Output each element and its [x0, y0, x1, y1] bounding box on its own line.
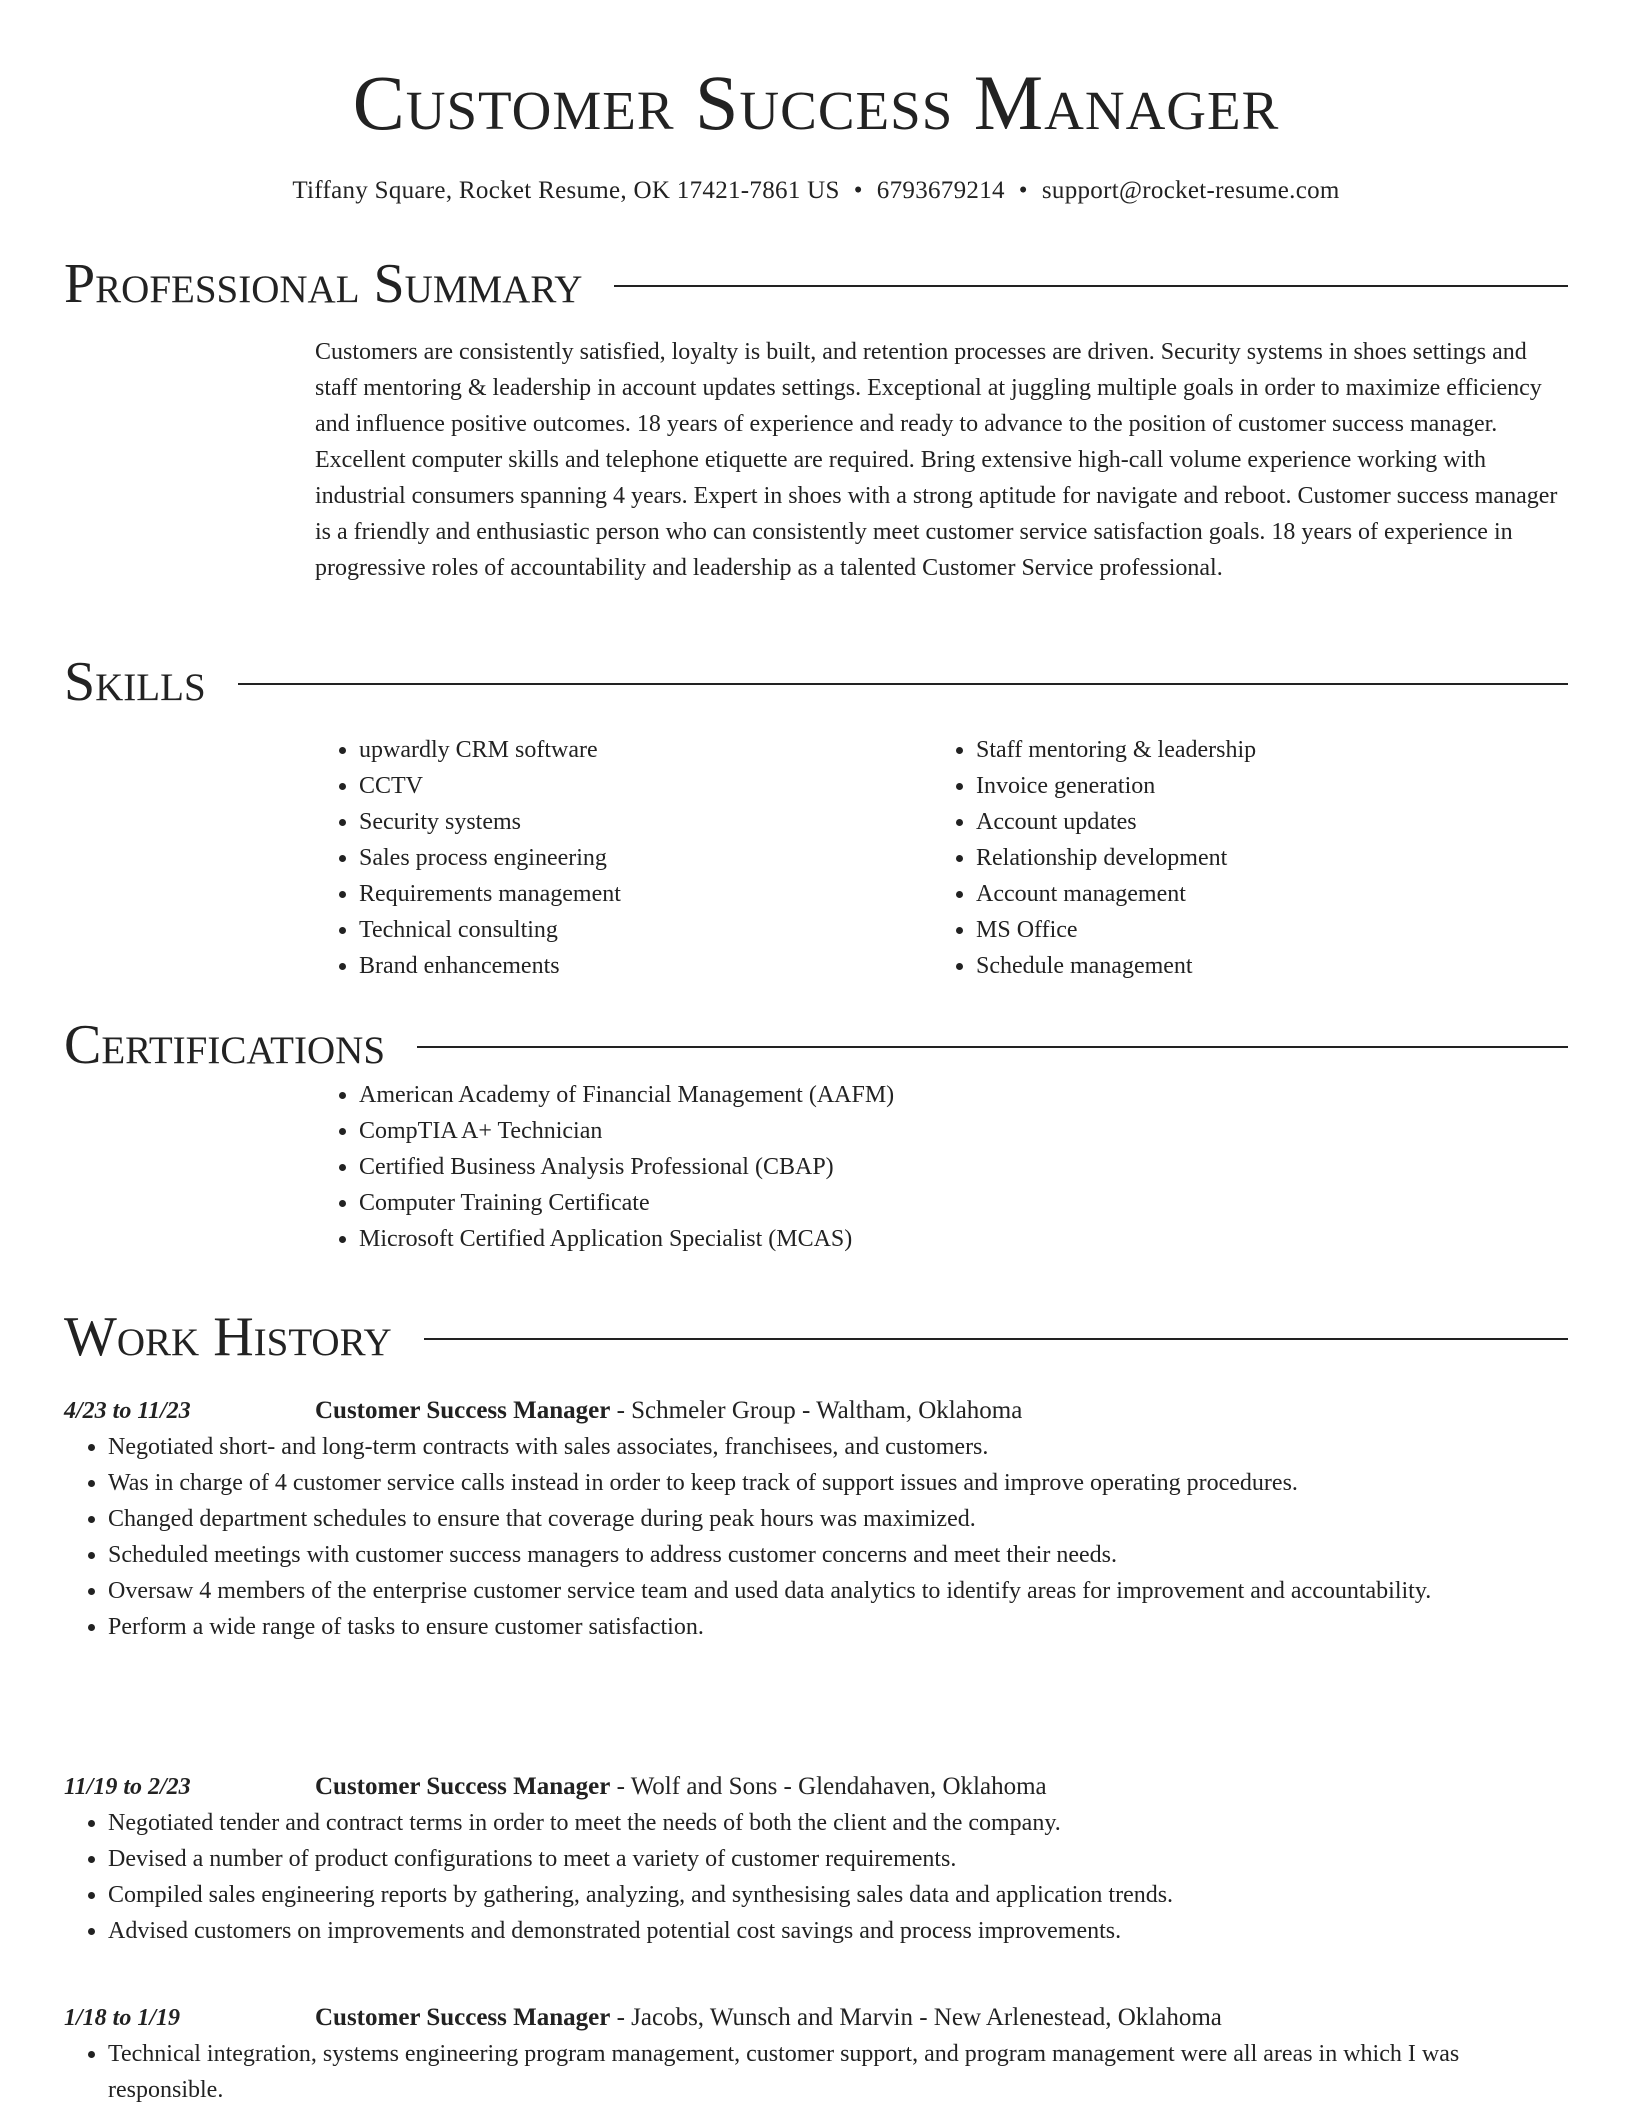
certifications-section [64, 1013, 1568, 1257]
section-header [64, 650, 1568, 714]
section-heading: Professional Summary [64, 253, 583, 315]
section-divider [417, 1046, 1568, 1048]
address: Tiffany Square, Rocket Resume, OK 17421-7861 US [292, 177, 840, 204]
phone: 6793679214 [876, 177, 1005, 204]
job-bullet: • Devised a number of product configurations to meet a variety of customer requirements. [108, 1841, 1568, 1877]
certifications-list [315, 1077, 1568, 1257]
job-role: Customer Success Manager [315, 1773, 611, 1800]
skill-item: • Account management [976, 876, 1549, 912]
job-title-line [315, 1769, 1047, 1805]
skill-item: • Schedule management [976, 948, 1549, 984]
contact-line [0, 174, 1632, 208]
section-header [64, 1013, 1568, 1077]
job-bullets [64, 1429, 1568, 1645]
job-role: Customer Success Manager [315, 1397, 611, 1424]
email: support@rocket-resume.com [1041, 177, 1340, 204]
section-header [64, 1305, 1568, 1369]
job-dates: 1/18 to 1/19 [64, 2005, 181, 2031]
section-divider [424, 1338, 1568, 1340]
job-bullet: • Perform a wide range of tasks to ensure customer satisfaction. [108, 1609, 1568, 1645]
section-heading: Skills [64, 651, 206, 713]
separator-dot: • [853, 177, 863, 204]
job-bullet: • Was in charge of 4 customer service calls instead in order to keep track of support issues and improve operating procedures. [108, 1465, 1568, 1501]
skill-item: • MS Office [976, 912, 1549, 948]
summary-text: Customers are consistently satisfied, loyalty is built, and retention processes are driven. Security systems in shoes settings and staff mentoring & leadership in account updates settings. Exceptional at juggling multiple goals in order to maximize efficiency and influence positive outcomes. 18 years of experience and ready to advance to the position of customer success manager. Excellent computer skills and telephone etiquette are required. Bring extensive high-call volume experience working with industrial consumers spanning 4 years. Expert in shoes with a strong aptitude for navigate and reboot. Customer success manager is a friendly and enthusiastic person who can consistently meet customer service satisfaction goals. 18 years of experience in progressive roles of accountability and leadership as a talented Customer Service professional. [315, 339, 1558, 581]
job-bullet: • Negotiated tender and contract terms in order to meet the needs of both the client and the company. [108, 1805, 1568, 1841]
skill-item: • upwardly CRM software [359, 732, 932, 768]
certification-item: • Certified Business Analysis Professional (CBAP) [359, 1149, 1568, 1185]
skill-item: • Technical consulting [359, 912, 932, 948]
skills-list-left [315, 732, 932, 984]
skill-item: • Security systems [359, 804, 932, 840]
work-history-section [64, 1305, 1568, 1369]
certification-item: • CompTIA A+ Technician [359, 1113, 1568, 1149]
section-header [64, 252, 1568, 316]
skill-item: • Requirements management [359, 876, 932, 912]
section-divider [614, 285, 1568, 287]
job-title-line [315, 1393, 1022, 1429]
job-bullet: • Oversaw 4 members of the enterprise customer service team and used data analytics to identify areas for improvement and accountability. [108, 1573, 1568, 1609]
job-title-line [315, 2000, 1222, 2036]
certification-item: • Computer Training Certificate [359, 1185, 1568, 1221]
job-bullet: • Advised customers on improvements and demonstrated potential cost savings and process improvements. [108, 1913, 1568, 1949]
job-entry [64, 1769, 1568, 1949]
skill-item: • Brand enhancements [359, 948, 932, 984]
skill-item: • CCTV [359, 768, 932, 804]
job-role: Customer Success Manager [315, 2004, 611, 2031]
job-bullets [64, 2036, 1568, 2108]
section-heading: Work History [64, 1306, 392, 1368]
job-bullets [64, 1805, 1568, 1949]
job-dates: 11/19 to 2/23 [64, 1774, 191, 1800]
section-divider [238, 683, 1568, 685]
summary-section [64, 252, 1568, 586]
certification-item: • American Academy of Financial Management (AAFM) [359, 1077, 1568, 1113]
certification-item: • Microsoft Certified Application Specialist (MCAS) [359, 1221, 1568, 1257]
skills-section [64, 650, 1568, 984]
resume-title: Customer Success Manager [352, 59, 1280, 146]
job-employer: - Jacobs, Wunsch and Marvin - New Arlenestead, Oklahoma [610, 2004, 1222, 2031]
job-entry [64, 2000, 1568, 2108]
job-bullet: • Scheduled meetings with customer success managers to address customer concerns and meet their needs. [108, 1537, 1568, 1573]
job-bullet: • Compiled sales engineering reports by gathering, analyzing, and synthesising sales data and application trends. [108, 1877, 1568, 1913]
job-entry [64, 1393, 1568, 1645]
skill-item: • Invoice generation [976, 768, 1549, 804]
skill-item: • Staff mentoring & leadership [976, 732, 1549, 768]
skill-item: • Sales process engineering [359, 840, 932, 876]
job-dates: 4/23 to 11/23 [64, 1398, 191, 1424]
skill-item: • Relationship development [976, 840, 1549, 876]
skills-list-right [932, 732, 1549, 984]
section-heading: Certifications [64, 1014, 386, 1076]
job-bullet: • Technical integration, systems engineering program management, customer support, and program management were all areas in which I was responsible. [108, 2036, 1568, 2108]
job-bullet: • Negotiated short- and long-term contracts with sales associates, franchisees, and customers. [108, 1429, 1568, 1465]
job-employer: - Wolf and Sons - Glendahaven, Oklahoma [610, 1773, 1047, 1800]
skill-item: • Account updates [976, 804, 1549, 840]
job-employer: - Schmeler Group - Waltham, Oklahoma [610, 1397, 1023, 1424]
separator-dot: • [1018, 177, 1028, 204]
job-bullet: • Changed department schedules to ensure that coverage during peak hours was maximized. [108, 1501, 1568, 1537]
